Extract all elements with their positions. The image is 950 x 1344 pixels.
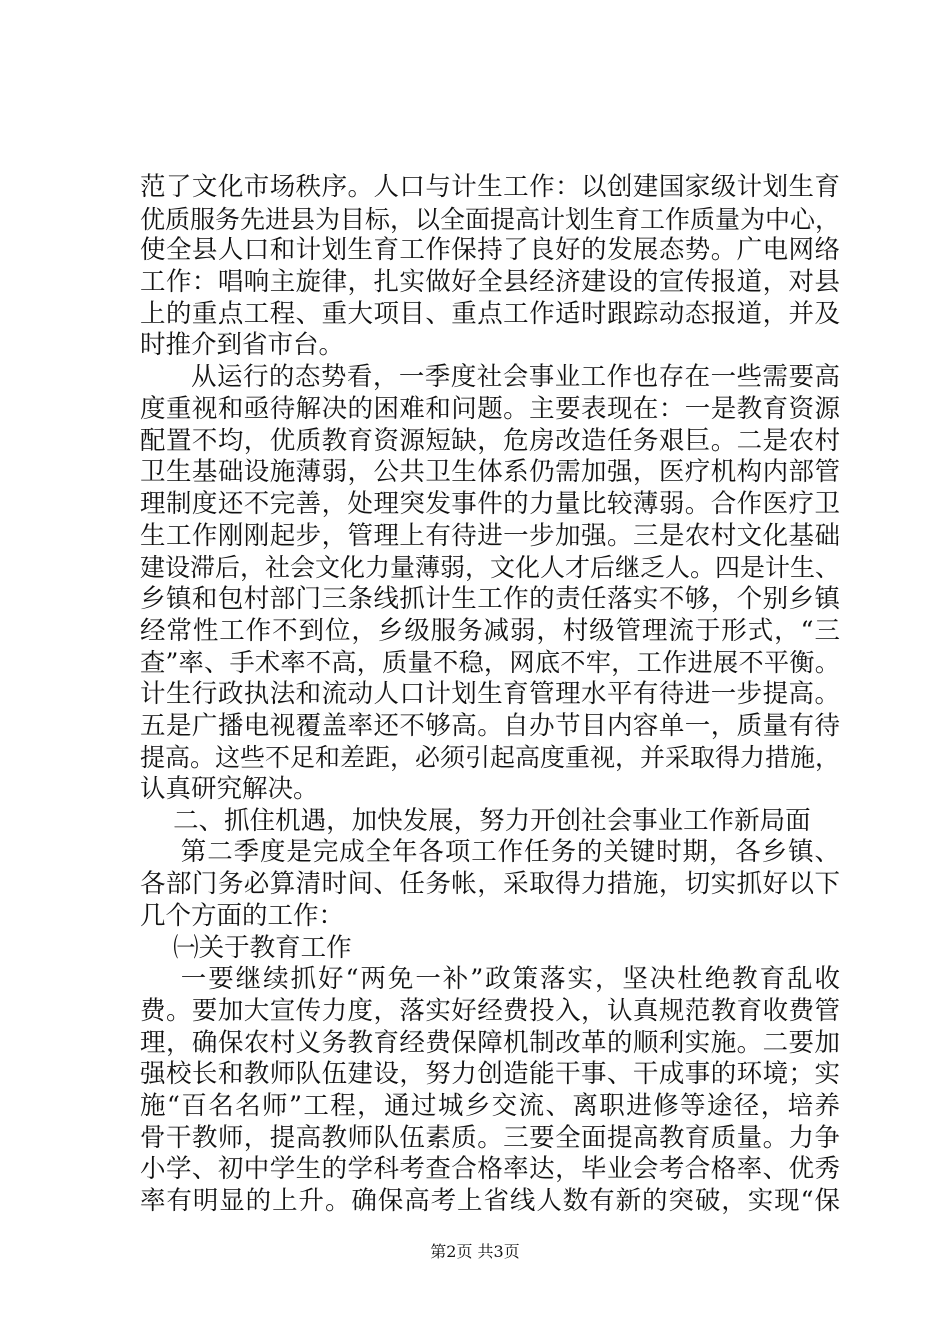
text-line: 使全县人口和计划生育工作保持了良好的发展态势。广电网络: [140, 235, 840, 266]
text-line: 配置不均，优质教育资源短缺，危房改造任务艰巨。二是农村: [140, 425, 840, 456]
text-line: 五是广播电视覆盖率还不够高。自办节目内容单一，质量有待: [140, 710, 840, 741]
text-line: 计生行政执法和流动人口计划生育管理水平有待进一步提高。: [140, 679, 840, 709]
text-line: 施“百名名师”工程，通过城乡交流、离职进修等途径，培养: [140, 1090, 840, 1121]
text-line: 提高。这些不足和差距，必须引起高度重视，并采取得力措施，: [140, 743, 841, 773]
text-line: 理制度还不完善，处理突发事件的力量比较薄弱。合作医疗卫: [140, 488, 840, 519]
text-line: 理，确保农村义务教育经费保障机制改革的顺利实施。二要加: [140, 1027, 840, 1058]
text-line: 上的重点工程、重大项目、重点工作适时跟踪动态报道，并及: [140, 298, 840, 329]
text-line: 生工作刚刚起步，管理上有待进一步加强。三是农村文化基础: [140, 520, 840, 551]
text-line: 几个方面的工作：: [140, 900, 345, 931]
text-line: 建设滞后，社会文化力量薄弱，文化人才后继乏人。四是计生、: [140, 553, 841, 583]
text-line: 时推介到省市台。: [140, 330, 345, 361]
text-line: 骨干教师，提高教师队伍素质。三要全面提高教育质量。力争: [140, 1122, 840, 1153]
text-line: 查”率、手术率不高，质量不稳，网底不牢，工作进展不平衡。: [140, 648, 840, 678]
page-footer: 第2页 共3页: [430, 1242, 520, 1261]
text-line: 乡镇和包村部门三条线抓计生工作的责任落实不够，个别乡镇: [140, 583, 840, 614]
text-line: 认真研究解决。: [140, 774, 319, 805]
text-line: 各部门务必算清时间、任务帐，采取得力措施，切实抓好以下: [140, 869, 840, 900]
text-line: 费。要加大宣传力度，落实好经费投入，认真规范教育收费管: [140, 995, 840, 1026]
text-line: 率有明显的上升。确保高考上省线人数有新的突破，实现“保: [140, 1186, 840, 1216]
text-line: 二、抓住机遇，加快发展，努力开创社会事业工作新局面: [173, 805, 811, 836]
text-line: 经常性工作不到位，乡级服务减弱，村级管理流于形式，“三: [140, 615, 840, 646]
text-line: 强校长和教师队伍建设，努力创造能干事、干成事的环境；实: [140, 1059, 840, 1090]
text-line: 一要继续抓好“两免一补”政策落实，坚决杜绝教育乱收: [180, 964, 840, 995]
text-line: 小学、初中学生的学科考查合格率达，毕业会考合格率、优秀: [140, 1154, 840, 1185]
document-body: [140, 172, 840, 1218]
text-line: 优质服务先进县为目标，以全面提高计划生育工作质量为中心，: [140, 204, 841, 234]
text-line: 从运行的态势看，一季度社会事业工作也存在一些需要高: [191, 362, 840, 393]
text-line: 度重视和亟待解决的困难和问题。主要表现在：一是教育资源: [140, 393, 840, 424]
text-line: 工作：唱响主旋律，扎实做好全县经济建设的宣传报道，对县: [140, 267, 840, 298]
text-line: 第二季度是完成全年各项工作任务的关键时期，各乡镇、: [180, 837, 840, 868]
text-line: 卫生基础设施薄弱，公共卫生体系仍需加强，医疗机构内部管: [140, 457, 840, 488]
text-line: ㈠关于教育工作: [173, 932, 352, 963]
text-line: 范了文化市场秩序。人口与计生工作：以创建国家级计划生育: [140, 172, 840, 202]
